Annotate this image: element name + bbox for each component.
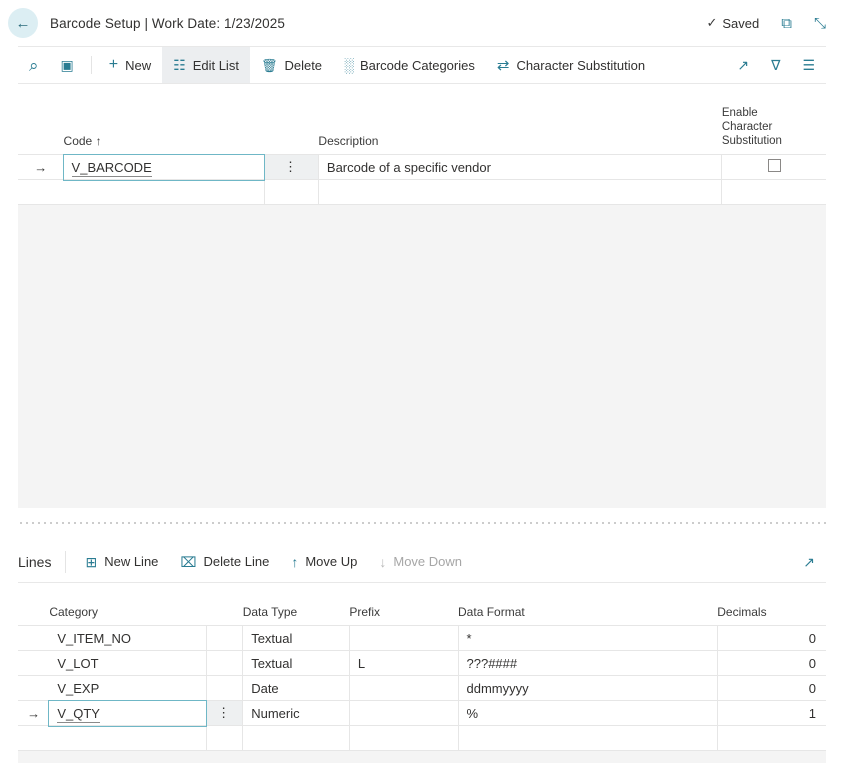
character-substitution-label: Character Substitution xyxy=(516,57,646,73)
barcode-categories-label: Barcode Categories xyxy=(359,57,475,73)
delete-line-label: Delete Line xyxy=(203,554,270,569)
description-cell[interactable]: Barcode of a specific vendor xyxy=(318,155,721,180)
swap-icon: ⇄ xyxy=(496,56,510,74)
description-cell[interactable] xyxy=(318,180,721,205)
row-options-button[interactable]: ⋮ xyxy=(264,155,318,180)
description-header[interactable]: Description xyxy=(318,134,379,148)
decimals-header[interactable]: Decimals xyxy=(717,605,767,619)
character-substitution-button[interactable] xyxy=(486,47,656,83)
search-button[interactable] xyxy=(18,47,50,83)
barcode-table xyxy=(18,106,826,205)
table-row[interactable] xyxy=(18,676,826,701)
delete-label: Delete xyxy=(284,57,323,73)
lines-table xyxy=(18,605,826,751)
decimals-cell[interactable]: 1 xyxy=(717,701,826,726)
barcode-setup-grid xyxy=(18,84,826,205)
decimals-cell[interactable]: 0 xyxy=(717,626,826,651)
code-cell[interactable] xyxy=(64,180,265,205)
prefix-cell[interactable] xyxy=(349,626,458,651)
row-selector-header xyxy=(18,106,64,155)
row-options-button[interactable] xyxy=(206,651,243,676)
data-type-cell[interactable] xyxy=(243,726,350,751)
trash-icon: 🗑 xyxy=(260,57,278,73)
category-cell[interactable]: V_LOT xyxy=(49,651,206,676)
data-format-header[interactable]: Data Format xyxy=(458,605,525,619)
row-options-button[interactable] xyxy=(206,726,243,751)
row-options-button[interactable] xyxy=(264,180,318,205)
lines-title: Lines xyxy=(18,551,66,573)
new-line-icon: ⊞ xyxy=(85,553,98,570)
barcode-categories-button[interactable] xyxy=(333,47,486,83)
table-row[interactable] xyxy=(18,651,826,676)
move-up-button[interactable] xyxy=(280,554,368,569)
back-arrow-icon: ← xyxy=(15,14,31,32)
filter-button[interactable] xyxy=(760,47,791,83)
data-format-cell[interactable]: * xyxy=(458,626,717,651)
prefix-cell[interactable] xyxy=(349,701,458,726)
code-cell[interactable] xyxy=(64,155,265,180)
new-label: New xyxy=(125,57,152,73)
row-selector[interactable] xyxy=(18,626,49,651)
table-row[interactable] xyxy=(18,626,826,651)
decimals-cell[interactable]: 0 xyxy=(717,651,826,676)
row-options-button[interactable]: ⋮ xyxy=(206,701,243,726)
share-button[interactable] xyxy=(726,47,760,83)
data-type-cell[interactable]: Textual xyxy=(243,651,350,676)
row-selector[interactable] xyxy=(18,651,49,676)
share-icon: ↗ xyxy=(737,57,750,73)
row-options-button[interactable] xyxy=(206,676,243,701)
lines-right-actions xyxy=(792,555,826,569)
enable-substitution-cell[interactable] xyxy=(722,155,826,180)
edit-list-icon: ☷ xyxy=(173,57,186,73)
options-header xyxy=(264,106,318,155)
check-icon: ✓ xyxy=(706,15,718,30)
page-title: Barcode Setup | Work Date: 1/23/2025 xyxy=(50,15,285,31)
enable-substitution-checkbox[interactable] xyxy=(768,159,781,172)
edit-list-button[interactable] xyxy=(162,47,250,83)
lines-toolbar xyxy=(18,541,826,583)
lines-share-button[interactable] xyxy=(792,555,826,569)
prefix-header[interactable]: Prefix xyxy=(349,605,380,619)
grid-empty-area xyxy=(18,205,826,508)
lines-table-body xyxy=(18,626,826,751)
data-type-cell[interactable]: Textual xyxy=(243,626,350,651)
barcode-table-header xyxy=(18,106,826,155)
new-line-label: New Line xyxy=(104,554,159,569)
lines-table-header xyxy=(18,605,826,626)
decimals-cell[interactable] xyxy=(717,726,826,751)
category-cell[interactable]: V_EXP xyxy=(49,676,206,701)
search-icon: ⌕ xyxy=(29,55,39,75)
filter-icon: ∇ xyxy=(771,57,781,73)
plus-icon: + xyxy=(108,56,119,73)
data-format-cell[interactable]: ???#### xyxy=(458,651,717,676)
enable-substitution-cell[interactable] xyxy=(722,180,826,205)
category-cell[interactable] xyxy=(49,701,206,726)
prefix-cell[interactable]: L xyxy=(349,651,458,676)
page-header xyxy=(0,0,844,46)
main-toolbar xyxy=(18,46,826,84)
open-page-button[interactable] xyxy=(50,47,85,83)
row-selector[interactable] xyxy=(18,726,49,751)
share-icon: ↗ xyxy=(803,553,815,570)
lines-row-selector-header xyxy=(18,605,49,626)
list-options-button[interactable] xyxy=(791,47,826,83)
decimals-cell[interactable]: 0 xyxy=(717,676,826,701)
saved-label: Saved xyxy=(722,15,760,31)
prefix-cell[interactable] xyxy=(349,726,458,751)
list-icon: ☰ xyxy=(802,57,815,73)
lines-grid xyxy=(18,583,826,751)
data-format-cell[interactable] xyxy=(458,726,717,751)
row-selector[interactable] xyxy=(18,180,64,205)
delete-line-icon: ⌧ xyxy=(180,553,197,570)
toolbar-divider xyxy=(91,56,92,74)
new-button[interactable] xyxy=(98,47,162,83)
barcode-table-body xyxy=(18,155,826,205)
toolbar-right-actions xyxy=(726,47,826,83)
move-down-label: Move Down xyxy=(393,554,462,569)
lines-empty-area xyxy=(18,751,826,763)
grid-icon: ░ xyxy=(344,57,353,73)
panel-splitter[interactable] xyxy=(18,517,826,525)
row-selector[interactable]: → xyxy=(18,155,64,180)
move-up-label: Move Up xyxy=(305,554,358,569)
data-type-cell[interactable]: Numeric xyxy=(243,701,350,726)
expand-icon[interactable]: ⤡ xyxy=(813,14,826,32)
table-row[interactable] xyxy=(18,726,826,751)
arrow-down-icon: ↓ xyxy=(379,553,387,570)
table-row[interactable] xyxy=(18,180,826,205)
data-type-header[interactable]: Data Type xyxy=(242,605,298,619)
row-selector[interactable] xyxy=(18,676,49,701)
data-type-cell[interactable]: Date xyxy=(243,676,350,701)
arrow-up-icon: ↑ xyxy=(291,553,299,570)
category-cell[interactable]: V_ITEM_NO xyxy=(49,626,206,651)
table-row[interactable] xyxy=(18,155,826,180)
enable-character-substitution-header[interactable] xyxy=(722,106,826,155)
category-header[interactable]: Category xyxy=(49,605,99,619)
move-down-button xyxy=(368,554,473,569)
delete-line-button[interactable] xyxy=(169,554,280,569)
row-selector[interactable]: → xyxy=(18,701,49,726)
header-actions xyxy=(706,15,826,31)
lines-options-header xyxy=(206,605,243,626)
prefix-cell[interactable] xyxy=(349,676,458,701)
table-row[interactable] xyxy=(18,701,826,726)
back-button[interactable] xyxy=(8,8,38,38)
enable-substitution-line1: Enable xyxy=(721,107,758,119)
open-in-new-window-icon[interactable]: ⧉ xyxy=(781,14,792,32)
category-value: V_QTY xyxy=(57,705,100,721)
delete-button[interactable] xyxy=(250,47,333,83)
enable-substitution-line3: Substitution xyxy=(721,135,782,147)
data-format-cell[interactable]: % xyxy=(458,701,717,726)
open-page-icon: ▣ xyxy=(60,57,74,73)
status-badge xyxy=(706,15,759,31)
data-format-cell[interactable]: ddmmyyyy xyxy=(458,676,717,701)
category-cell[interactable] xyxy=(49,726,206,751)
enable-substitution-line2: Character xyxy=(721,121,773,133)
new-line-button[interactable] xyxy=(74,554,169,569)
code-header[interactable]: Code ↑ xyxy=(63,134,102,148)
row-options-button[interactable] xyxy=(206,626,243,651)
code-value: V_BARCODE xyxy=(71,159,152,175)
edit-list-label: Edit List xyxy=(192,57,239,73)
